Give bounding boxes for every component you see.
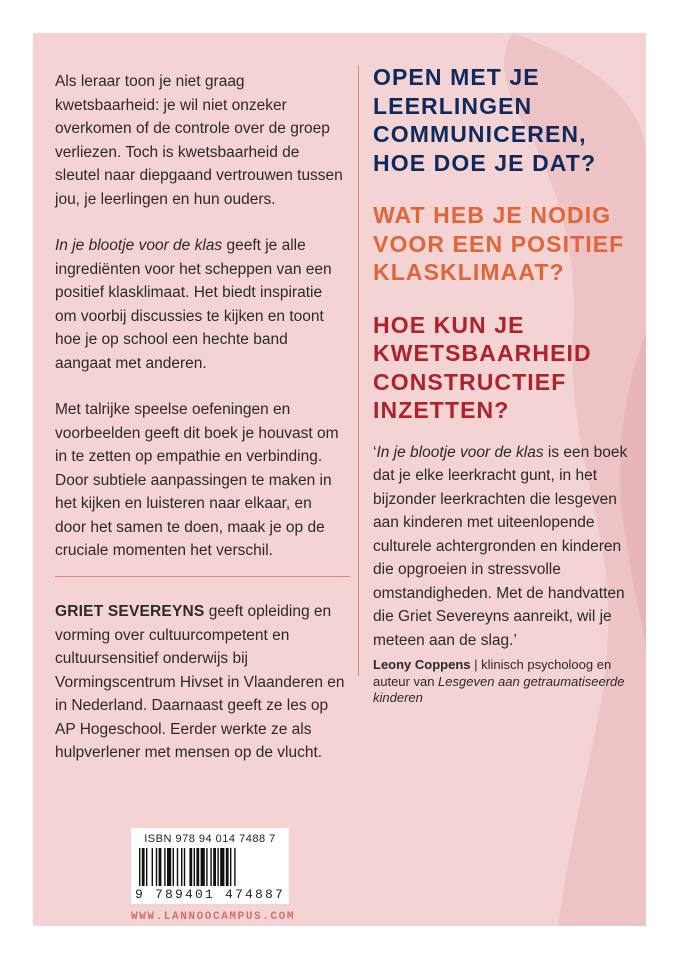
horizontal-divider xyxy=(55,576,350,577)
author-bio xyxy=(55,600,347,765)
quote-author-book: Lesgeven aan getraumatiseerde kinderen xyxy=(373,673,625,705)
book-paragraph-text: geeft je alle ingrediënten voor het scheppen van een positief klasklimaat. Het biedt inspiratie om voorbij discussies te kijken en toont hoe je op school een hechte band aangaat met anderen. xyxy=(55,237,332,372)
quote-text: is een boek dat je elke leerkracht gunt, in het bijzonder leerkrachten die lesgeven aan kinderen met uiteenlopende culturele achtergronden en kinderen die opgroeien in stressvolle omstandigheden. Met de handvatten die Griet Severeyns aanreikt, wil je meteen aan de slag.’ xyxy=(373,443,628,649)
isbn-number: ISBN 978 94 014 7488 7 xyxy=(144,833,276,845)
quote-attribution xyxy=(373,657,635,707)
quote-open-mark: ‘ xyxy=(373,443,377,461)
publisher-url[interactable]: WWW.LANNOOCAMPUS.COM xyxy=(131,911,296,923)
intro-paragraph: Als leraar toon je niet graag kwetsbaarheid: je wil niet onzeker overkomen of de controle over de groep verliezen. Toch is kwetsbaarheid de sleutel naar diepgaand vertrouwen tussen jou, je leerlingen en hun ouders. xyxy=(55,73,343,208)
author-bio-text: geeft opleiding en vorming over cultuurcompetent en cultuursensitief onderwijs bij Vormingscentrum Hivset in Vlaanderen en in Nederland. Daarnaast geeft ze les op AP Hogeschool. Eerder werkte ze als hulpverlener met mensen op de vlucht. xyxy=(55,603,345,761)
author-name: GRIET SEVEREYNS xyxy=(55,603,205,620)
description-column xyxy=(55,70,345,586)
question-communication: OPEN MET JE LEERLINGEN COMMUNICEREN, HOE DOE JE DAT? xyxy=(373,64,597,176)
quote-author: Leony Coppens xyxy=(373,657,471,672)
book-back-cover xyxy=(33,33,646,926)
question-vulnerability: HOE KUN JE KWETSBAARHEID CONSTRUCTIEF INZETTEN? xyxy=(373,311,592,423)
endorsement-quote xyxy=(373,441,635,653)
quote-author-role: | klinisch psycholoog en auteur van xyxy=(373,657,612,689)
question-classroom-climate: WAT HEB JE NODIG VOOR EEN POSITIEF KLASKLIMAAT? xyxy=(373,202,625,285)
barcode-panel xyxy=(131,828,289,904)
ean-digits: 9 789401 474887 xyxy=(134,887,286,902)
questions-column xyxy=(373,63,635,707)
barcode-image xyxy=(137,848,283,888)
book-title: In je blootje voor de klas xyxy=(55,237,223,254)
vertical-divider xyxy=(358,66,359,676)
book-paragraph xyxy=(55,234,345,375)
exercises-paragraph: Met talrijke speelse oefeningen en voorbeelden geeft dit boek je houvast om in te zetten op empathie en verbinding. Door subtiele aanpassingen te maken in het kijken en luisteren naar elkaar, en door het samen te doen, maak je op de cruciale momenten het verschil. xyxy=(55,401,339,559)
quote-book-title: In je blootje voor de klas xyxy=(376,443,544,461)
